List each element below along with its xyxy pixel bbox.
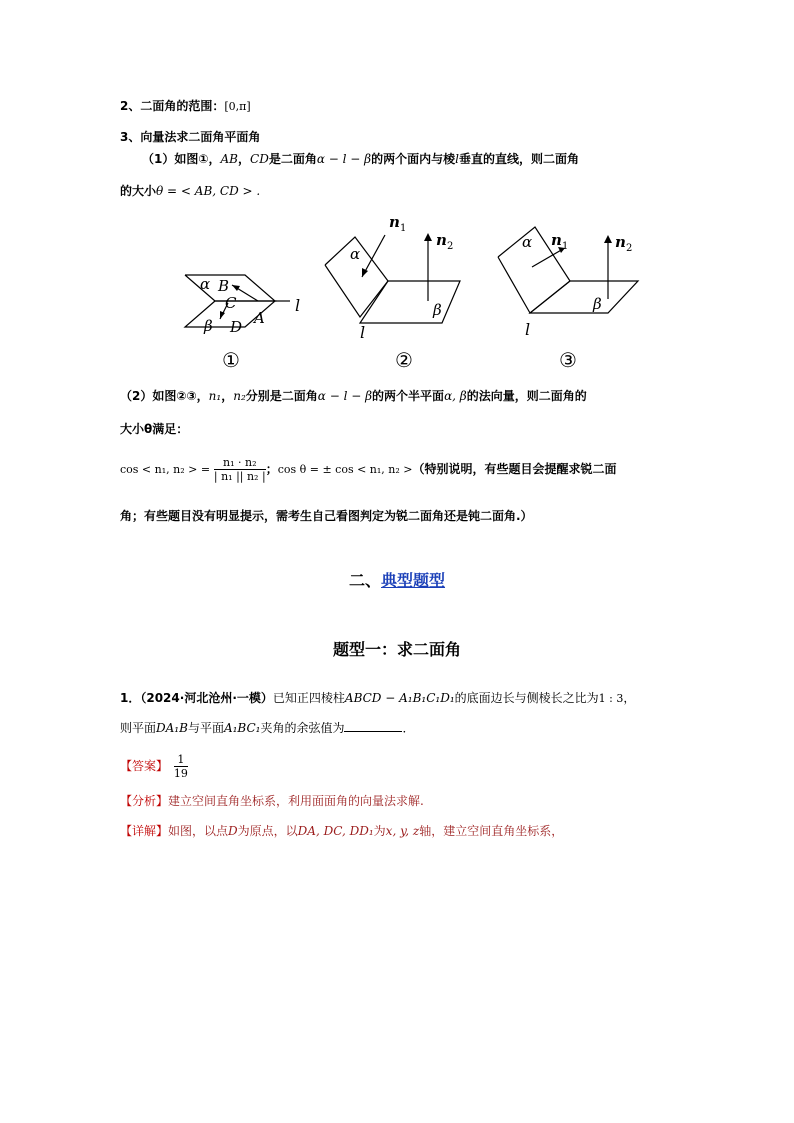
p3-line1 — [120, 456, 617, 483]
problem-text3: ， — [623, 691, 636, 705]
fig3-l: l — [525, 320, 531, 339]
section-heading-title: 典型题型 — [381, 571, 446, 590]
section-heading — [0, 568, 794, 591]
fig3-n2-head — [604, 235, 612, 243]
p2-text3: 的法向量，则二面角的 — [466, 389, 587, 403]
p1-sep: ， — [238, 152, 251, 166]
fig3-n2-sub: 2 — [626, 243, 633, 254]
detail-t4: 轴，建立空间直角坐标系， — [419, 824, 564, 838]
fig1-A: A — [254, 309, 265, 327]
fig2-n1-head — [362, 268, 368, 277]
fig2-n2: n — [436, 231, 447, 249]
p1-text2: 的两个面内与棱 — [371, 152, 456, 166]
fig3-n1: n — [551, 231, 562, 249]
problem-line2-a: 则平面 — [120, 721, 157, 735]
fig2-n1-sub: 1 — [400, 223, 407, 234]
problem-ratio: 1 : 3 — [598, 692, 624, 705]
fig1-D: D — [230, 318, 243, 336]
fig2-n2-head — [424, 233, 432, 241]
fig1-caption: ① — [222, 348, 240, 372]
p2-line1 — [120, 387, 587, 405]
answer-fraction — [174, 753, 188, 780]
detail-t1: 如图，以点 — [168, 824, 229, 838]
problem-plane1: DA₁B — [156, 721, 188, 735]
analysis-text: 建立空间直角坐标系，利用面面角的向量法求解. — [168, 794, 424, 808]
problem-line1 — [120, 689, 635, 708]
fig3-plane-beta — [530, 281, 638, 313]
fig3-alpha: α — [522, 233, 533, 251]
p1-text3: 垂直的直线，则二面角 — [458, 152, 579, 166]
p2-planes: α, β — [444, 389, 467, 403]
detail-line — [120, 822, 563, 840]
p1-l: l — [455, 152, 459, 166]
problem-plane2: A₁BC₁ — [223, 721, 261, 735]
p2-text2: 的两个半平面 — [372, 389, 445, 403]
detail-t2: 为原点，以 — [237, 824, 298, 838]
answer-blank — [344, 719, 402, 732]
range-label: 2、二面角的范围： — [120, 99, 225, 113]
vector-method-heading: 3、向量法求二面角平面角 — [120, 130, 261, 144]
problem-line2-end: ． — [402, 721, 415, 735]
p1-line2-prefix: 的大小 — [120, 184, 157, 198]
detail-axes-src: DA, DC, DD₁ — [297, 824, 374, 838]
p2-n2: n₂ — [233, 389, 246, 403]
p1-text1: 是二面角 — [268, 152, 317, 166]
fig1-arrow-b — [232, 285, 240, 291]
p3-semi: ； — [265, 462, 278, 476]
p1-formula: θ = < AB, CD > . — [156, 184, 261, 198]
fig1-B: B — [218, 277, 230, 295]
analysis-tag: 【分析】 — [120, 794, 169, 808]
fig1-l: l — [295, 296, 301, 315]
p2-text1: 分别是二面角 — [245, 389, 318, 403]
answer-tag: 【答案】 — [120, 759, 169, 773]
problem-number: 1． — [120, 691, 141, 705]
problem-text1: 已知正四棱柱 — [272, 691, 345, 705]
p3-cos-left: cos < n₁, n₂ > = — [120, 463, 211, 476]
fig1-C: C — [225, 294, 237, 312]
answer-num: 1 — [174, 753, 188, 767]
fig2-alpha: α — [350, 245, 361, 263]
problem-line2-b: 与平面 — [187, 721, 224, 735]
p3-fraction — [214, 456, 266, 483]
fig2-plane-beta — [360, 281, 460, 323]
p1-prefix: （1）如图①， — [142, 152, 221, 166]
answer-den: 19 — [173, 767, 188, 780]
fig1-beta: β — [204, 317, 213, 335]
p2-n1: n₁ — [208, 389, 222, 403]
fig3-n1-arrow — [532, 249, 563, 267]
p3-cos-right: cos θ = ± cos < n₁, n₂ > — [277, 463, 413, 476]
fig2-n1: n — [389, 213, 400, 231]
p2-angle: α − l − β — [317, 389, 373, 403]
p1-ab: AB — [220, 152, 238, 166]
detail-D: D — [228, 824, 238, 838]
problem-line2-c: 夹角的余弦值为 — [260, 721, 345, 735]
figure-1 — [185, 275, 300, 372]
subsection-heading: 题型一：求二面角 — [332, 640, 461, 659]
answer-line — [120, 752, 188, 780]
dihedral-figures — [170, 205, 690, 375]
figure-3 — [498, 227, 638, 372]
p2-prefix: （2）如图②③， — [120, 389, 209, 403]
fig2-caption: ② — [395, 348, 413, 372]
analysis-line — [120, 792, 424, 810]
section-heading-prefix: 二、 — [348, 571, 381, 590]
p2-line2: 大小θ满足： — [120, 422, 189, 436]
detail-tag: 【详解】 — [120, 824, 169, 838]
p2-comma: ， — [221, 389, 234, 403]
figure-2 — [325, 213, 460, 372]
p3-note1: （特别说明，有些题目会提醒求锐二面 — [412, 462, 617, 476]
p1-angle: α − l − β — [316, 152, 372, 166]
problem-prism: ABCD − A₁B₁C₁D₁ — [344, 691, 455, 705]
fig2-beta: β — [433, 301, 442, 319]
fig1-arrow-d — [220, 311, 225, 319]
p1-line1 — [142, 150, 579, 168]
p3-line2: 角；有些题目没有明显提示，需考生自己看图判定为锐二面角还是钝二面角.） — [120, 509, 533, 523]
problem-text2: 的底面边长与侧棱长之比为 — [454, 691, 599, 705]
detail-axes: x, y, z — [385, 824, 420, 838]
detail-t3: 为 — [373, 824, 386, 838]
fig3-beta: β — [593, 295, 602, 313]
p1-cd: CD — [250, 152, 269, 166]
range-value: [0,π] — [224, 100, 251, 113]
p3-frac-den: | n₁ || n₂ | — [213, 470, 266, 483]
fig2-n2-sub: 2 — [447, 241, 454, 252]
problem-line2 — [120, 719, 415, 737]
fig3-caption: ③ — [559, 348, 577, 372]
fig1-alpha: α — [200, 275, 211, 293]
problem-source: （2024·河北沧州·一模） — [140, 691, 273, 705]
fig3-n1-sub: 1 — [562, 241, 569, 252]
p3-frac-num: n₁ · n₂ — [214, 456, 266, 470]
p1-line2 — [120, 182, 260, 200]
fig2-l: l — [360, 323, 366, 342]
range-line — [120, 97, 251, 116]
fig3-n2: n — [615, 233, 626, 251]
